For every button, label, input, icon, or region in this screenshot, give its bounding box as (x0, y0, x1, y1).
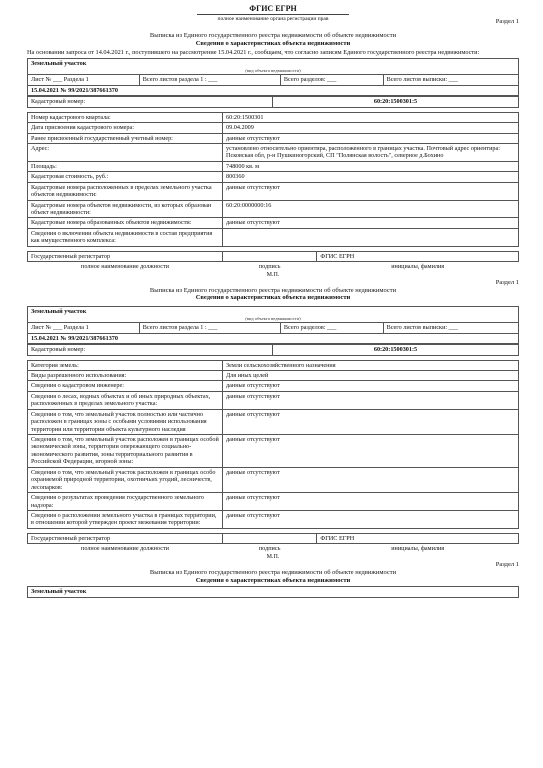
position-caption: полное наименование должности (81, 263, 169, 271)
sheets-total: Всего листов выписки: ___ (383, 75, 518, 85)
sections-total-2: Всего разделов: ___ (280, 323, 383, 333)
signature-field (223, 251, 317, 261)
table-row (28, 112, 519, 122)
initials-caption-2: инициалы, фамилия (391, 545, 445, 553)
table-row (28, 182, 519, 200)
position-caption-2: полное наименование должности (81, 545, 169, 553)
initials-caption: инициалы, фамилия (391, 263, 445, 271)
table-row (28, 143, 519, 161)
extract-title: Выписка из Единого государственного реестра недвижимости об объекте недвижимости (149, 32, 397, 40)
row-value: данные отсутствуют (223, 510, 519, 528)
row-value: данные отсутствуют (223, 391, 519, 409)
stamp-place: М.П. (266, 271, 280, 278)
row-label: Сведения о расположении земельного участка в границах территории, в отношении которой утвержден проект межевания территории: (28, 510, 223, 528)
table-row (28, 391, 519, 409)
sheets-in-section-2: Всего листов раздела 1 : ___ (139, 323, 280, 333)
table-row (28, 435, 519, 468)
table-row (28, 493, 519, 511)
registrar-label: Государственный регистратор (28, 251, 223, 261)
sections-total: Всего разделов: ___ (280, 75, 383, 85)
row-label: Сведения о кадастровом инженере: (28, 381, 223, 391)
row-label: Сведения о том, что земельный участок расположен в границах особой экономической зоны, территории опережающего социально-экономического развития, зоны территориального развития в Российской Федерации, игорной зоны: (28, 435, 223, 468)
date-number: 15.04.2021 № 99/2021/387661370 (28, 85, 519, 95)
row-value: 748000 кв. м (223, 161, 519, 171)
characteristics-table (27, 112, 519, 247)
org-caption: полное наименование органа регистрации прав (197, 14, 349, 23)
characteristics-table-2 (27, 360, 519, 529)
table-row (28, 360, 519, 370)
object-type-cell (28, 59, 519, 75)
row-value: Для иных целей (223, 370, 519, 380)
table-row (28, 409, 519, 434)
row-value: 09.04.2009 (223, 123, 519, 133)
row-value: данные отсутствуют (223, 381, 519, 391)
stamp-place-2: М.П. (266, 553, 280, 560)
date-number-2: 15.04.2021 № 99/2021/387661370 (28, 333, 519, 343)
row-value: Земли сельскохозяйственного назначения (223, 360, 519, 370)
object-type-cell-2 (28, 307, 519, 323)
cadastral-label: Кадастровый номер: (28, 97, 273, 107)
table-row (28, 370, 519, 380)
row-label: Номер кадастрового квартала: (28, 112, 223, 122)
sheets-in-section: Всего листов раздела 1 : ___ (139, 75, 280, 85)
row-value (223, 228, 519, 246)
table-row (28, 218, 519, 228)
row-value: 60:20:0000000:16 (223, 200, 519, 218)
row-label: Сведения о том, что земельный участок расположен в границах особо охраняемой природной территории, охотничьих угодий, лесничеств, лесопарков: (28, 467, 223, 492)
row-value: данные отсутствуют (223, 133, 519, 143)
row-label: Сведения о результатах проведения государственного земельного надзора: (28, 493, 223, 511)
section-label-3: Раздел 1 (495, 560, 519, 568)
header-table-3 (27, 586, 519, 597)
object-type: Земельный участок (31, 60, 87, 68)
row-value: данные отсутствуют (223, 182, 519, 200)
registrar-org: ФГИС ЕГРН (317, 251, 519, 261)
sheet-number: Лист № ___ Раздела 1 (28, 75, 140, 85)
cadastral-value-2: 60:20:1500301:5 (273, 345, 519, 355)
row-label: Ранее присвоенный государственный учетный номер: (28, 133, 223, 143)
row-value: 800360 (223, 172, 519, 182)
table-row (28, 123, 519, 133)
cadastral-table (27, 96, 519, 107)
section-label-2: Раздел 1 (495, 278, 519, 286)
row-label: Категория земель: (28, 360, 223, 370)
row-value: установлено относительно ориентира, расположенного в границах участка. Почтовый адрес ориентира: Псковская обл, р-н Пушкиногорский, СП "Полянская волость", северное д.Бохино (223, 143, 519, 161)
extract-subtitle-3: Сведения о характеристиках объекта недвижимости (195, 576, 351, 584)
header-table (27, 58, 519, 96)
extract-title-3: Выписка из Единого государственного реестра недвижимости об объекте недвижимости (149, 568, 397, 576)
sheets-total-2: Всего листов выписки: ___ (383, 323, 518, 333)
row-label: Сведения о лесах, водных объектах и об иных природных объектах, расположенных в пределах земельного участка: (28, 391, 223, 409)
basis-paragraph: На основании запроса от 14.04.2021 г., поступившего на рассмотрение 15.04.2021 г., сообщаем, что согласно записям Единого государственного реестра недвижимости: (27, 48, 480, 56)
signature-block-2 (27, 533, 519, 554)
sheet-number-2: Лист № ___ Раздела 1 (28, 323, 140, 333)
header-table-2 (27, 306, 519, 344)
row-label: Виды разрешенного использования: (28, 370, 223, 380)
table-row (28, 133, 519, 143)
row-value: 60:20:1500301 (223, 112, 519, 122)
registrar-label-2: Государственный регистратор (28, 533, 223, 543)
table-row (28, 467, 519, 492)
cadastral-label-2: Кадастровый номер: (28, 345, 273, 355)
object-type-3: Земельный участок (28, 587, 519, 597)
row-value: данные отсутствуют (223, 435, 519, 468)
cadastral-table-2 (27, 344, 519, 355)
extract-title-2: Выписка из Единого государственного реестра недвижимости об объекте недвижимости (149, 286, 397, 294)
object-type-caption-2: (вид объекта недвижимости) (245, 315, 301, 321)
table-row (28, 200, 519, 218)
cadastral-value: 60:20:1500301:5 (273, 97, 519, 107)
signature-field-2 (223, 533, 317, 543)
row-label: Кадастровые номера объектов недвижимости, из которых образован объект недвижимости: (28, 200, 223, 218)
row-value: данные отсутствуют (223, 467, 519, 492)
row-value: данные отсутствуют (223, 218, 519, 228)
table-row (28, 381, 519, 391)
row-label: Адрес: (28, 143, 223, 161)
row-label: Сведения о включении объекта недвижимости в состав предприятия как имущественного комплекса: (28, 228, 223, 246)
object-type-2: Земельный участок (31, 308, 87, 316)
section-label: Раздел 1 (495, 18, 519, 25)
extract-subtitle: Сведения о характеристиках объекта недвижимости (195, 39, 351, 47)
row-value: данные отсутствуют (223, 409, 519, 434)
table-row (28, 228, 519, 246)
table-row (28, 172, 519, 182)
row-label: Кадастровая стоимость, руб.: (28, 172, 223, 182)
row-label: Кадастровые номера образованных объектов недвижимости: (28, 218, 223, 228)
sign-caption: подпись (258, 263, 281, 271)
row-label: Дата присвоения кадастрового номера: (28, 123, 223, 133)
row-value: данные отсутствуют (223, 493, 519, 511)
org-title: ФГИС ЕГРН (249, 4, 297, 13)
row-label: Площадь: (28, 161, 223, 171)
signature-block (27, 251, 519, 272)
row-label: Сведения о том, что земельный участок полностью или частично расположен в границах зоны с особыми условиями использования территории или территории объекта культурного наследия (28, 409, 223, 434)
table-row (28, 510, 519, 528)
table-row (28, 161, 519, 171)
registrar-org-2: ФГИС ЕГРН (317, 533, 519, 543)
sign-caption-2: подпись (258, 545, 281, 553)
object-type-caption: (вид объекта недвижимости) (245, 67, 301, 73)
extract-subtitle-2: Сведения о характеристиках объекта недвижимости (195, 294, 351, 302)
row-label: Кадастровые номера расположенных в пределах земельного участка объектов недвижимости: (28, 182, 223, 200)
